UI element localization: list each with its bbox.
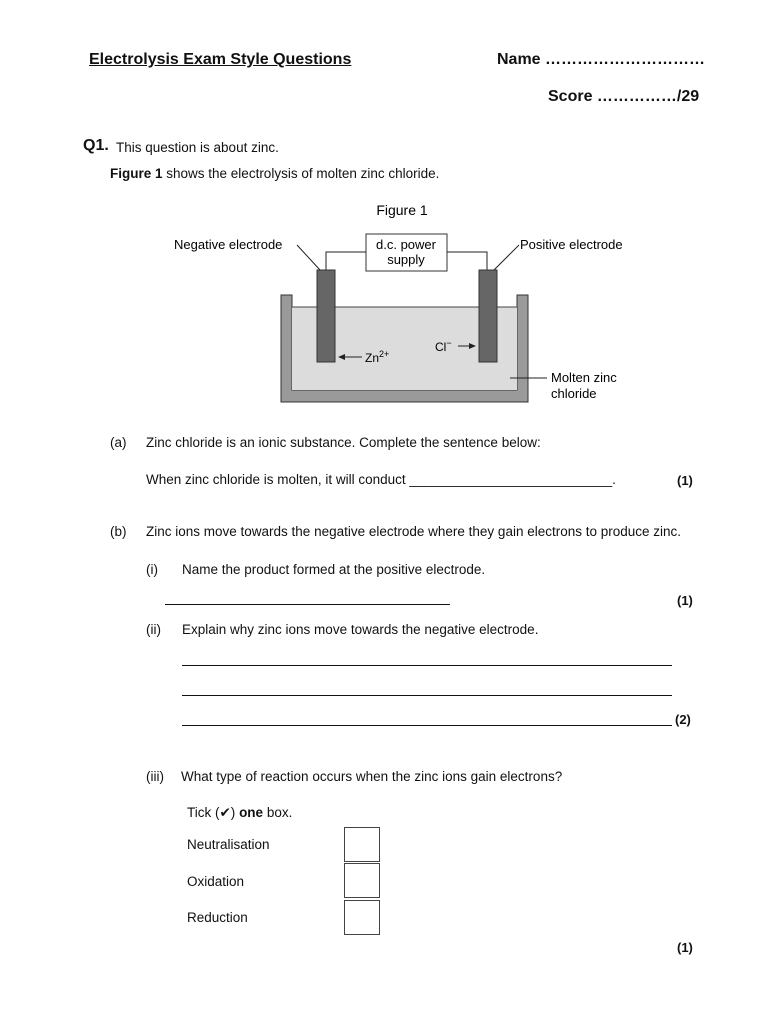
option-neutralisation-checkbox[interactable] xyxy=(344,827,380,862)
negative-electrode xyxy=(317,270,335,362)
part-b-ii-answer-line-1[interactable] xyxy=(182,665,672,666)
name-field: Name ………………………… xyxy=(497,51,706,68)
part-a-sentence[interactable]: When zinc chloride is molten, it will conduct ___________________________. xyxy=(146,472,616,487)
part-b-i-marks: (1) xyxy=(677,593,693,608)
power-supply-label-2: supply xyxy=(387,252,425,267)
part-b-iii-label: (iii) xyxy=(146,769,164,784)
part-b-ii-answer-line-3[interactable] xyxy=(182,725,672,726)
figure-title: Figure 1 xyxy=(376,202,428,218)
part-b-ii-marks: (2) xyxy=(675,712,691,727)
part-b-i-label: (i) xyxy=(146,562,158,577)
tick-instruction-suffix: box. xyxy=(263,805,293,820)
electrolysis-diagram xyxy=(0,195,768,410)
wire-negative xyxy=(326,252,366,270)
part-b-iii-marks: (1) xyxy=(677,940,693,955)
part-a-label: (a) xyxy=(110,435,127,450)
tick-instruction-prefix: Tick (✔) xyxy=(187,805,240,820)
part-b-ii-question: Explain why zinc ions move towards the negative electrode. xyxy=(182,622,539,637)
part-a-question: Zinc chloride is an ionic substance. Complete the sentence below: xyxy=(146,435,541,450)
tick-instruction xyxy=(187,805,292,821)
option-oxidation-checkbox[interactable] xyxy=(344,863,380,898)
part-b-ii-answer-line-2[interactable] xyxy=(182,695,672,696)
part-b-iii-question: What type of reaction occurs when the zinc ions gain electrons? xyxy=(181,769,563,784)
chloride-ion-label: Cl− xyxy=(435,338,452,354)
molten-label-1: Molten zinc xyxy=(551,370,617,385)
tick-instruction-bold: one xyxy=(239,805,264,820)
figure-reference xyxy=(110,166,439,181)
option-oxidation-label: Oxidation xyxy=(187,874,245,889)
part-b-label: (b) xyxy=(110,524,127,539)
positive-electrode-label: Positive electrode xyxy=(520,237,623,252)
question-intro: This question is about zinc. xyxy=(116,140,279,155)
option-neutralisation-label: Neutralisation xyxy=(187,837,270,852)
option-reduction-checkbox[interactable] xyxy=(344,900,380,935)
positive-electrode xyxy=(479,270,497,362)
wire-positive xyxy=(447,252,487,270)
score-field: Score ……………/29 xyxy=(548,88,700,105)
figure-reference-bold: Figure 1 xyxy=(110,166,163,181)
question-number: Q1. xyxy=(83,137,109,154)
part-b-question: Zinc ions move towards the negative electrode where they gain electrons to produce zinc. xyxy=(146,524,682,539)
part-a-marks: (1) xyxy=(677,473,693,488)
part-b-i-question: Name the product formed at the positive electrode. xyxy=(182,562,486,577)
negative-electrode-label: Negative electrode xyxy=(174,237,283,252)
option-reduction-label: Reduction xyxy=(187,910,248,925)
power-supply-label-1: d.c. power xyxy=(376,237,436,252)
part-b-ii-label: (ii) xyxy=(146,622,161,637)
worksheet-title: Electrolysis Exam Style Questions xyxy=(89,51,352,68)
zinc-ion-label: $Zn^{2+}$ xyxy=(365,349,390,365)
molten-label-2: chloride xyxy=(551,386,597,401)
part-b-i-answer-line[interactable] xyxy=(165,604,450,605)
figure-reference-text: shows the electrolysis of molten zinc chloride. xyxy=(162,166,440,181)
